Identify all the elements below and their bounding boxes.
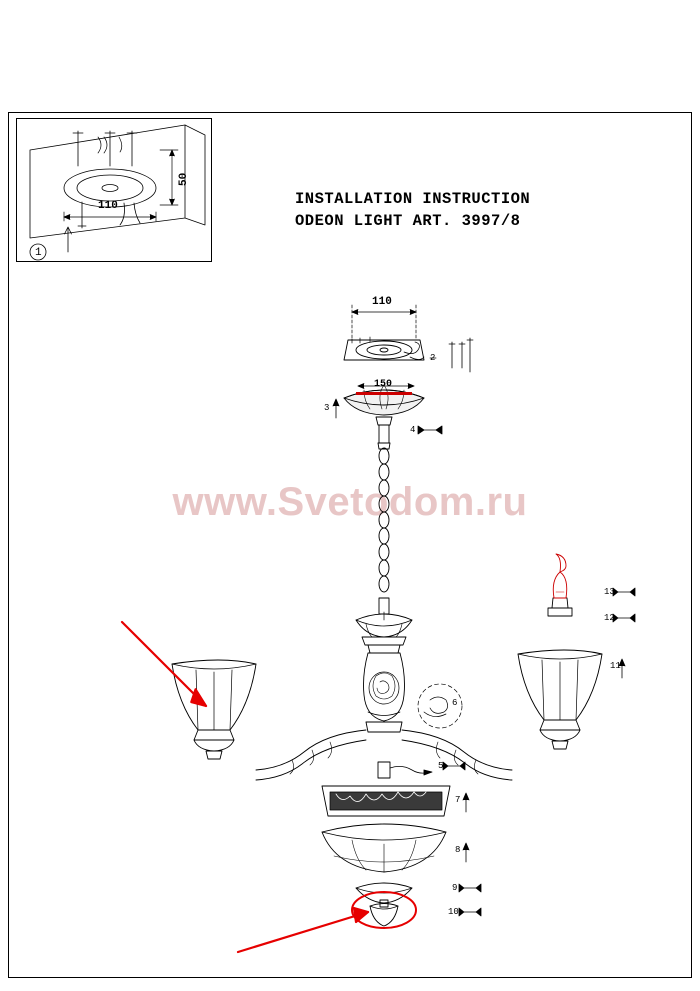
- callout-7: 7: [455, 795, 461, 805]
- callout-2: 2: [430, 353, 436, 363]
- callout-11: 11: [610, 661, 621, 671]
- callout-1: 1: [35, 247, 42, 259]
- chandelier-center-body: [364, 653, 405, 732]
- suspension-chain: [379, 448, 389, 614]
- mounting-plate-top: [344, 337, 424, 360]
- title-line-1: INSTALLATION INSTRUCTION: [295, 190, 531, 208]
- title-line-2: ODEON LIGHT ART. 3997/8: [295, 212, 521, 230]
- callout-4: 4: [410, 425, 416, 435]
- suspension-stem: [376, 417, 392, 449]
- detail-dim-width: 110: [98, 200, 118, 212]
- callout-5: 5: [438, 761, 444, 771]
- callout-10: 10: [448, 907, 459, 917]
- detail-ceiling-plate: [30, 125, 205, 260]
- candle-bulb-right: [548, 554, 572, 616]
- callout-6: 6: [452, 698, 458, 708]
- callout-13: 13: [604, 587, 615, 597]
- wire-connector: [378, 762, 432, 778]
- detail-dim-height: 50: [178, 172, 190, 186]
- main-dim-top-width: 110: [372, 296, 392, 308]
- arm-left: [256, 730, 366, 780]
- callout-12: 12: [604, 613, 615, 623]
- decorative-band: [322, 786, 450, 816]
- main-dim-inner-width: 150: [374, 379, 393, 390]
- callout-8: 8: [455, 845, 461, 855]
- callout-3: 3: [324, 403, 330, 413]
- glass-bowl: [322, 824, 446, 872]
- finial-nut: [370, 900, 398, 926]
- chandelier-upper-body: [356, 612, 412, 653]
- shade-left: [172, 660, 256, 759]
- detail-dimensions: [64, 150, 178, 221]
- dimension-top-110: [352, 305, 416, 340]
- shade-right: [518, 650, 602, 749]
- watermark: www.Svetodom.ru: [172, 480, 528, 524]
- callout-9: 9: [452, 883, 458, 893]
